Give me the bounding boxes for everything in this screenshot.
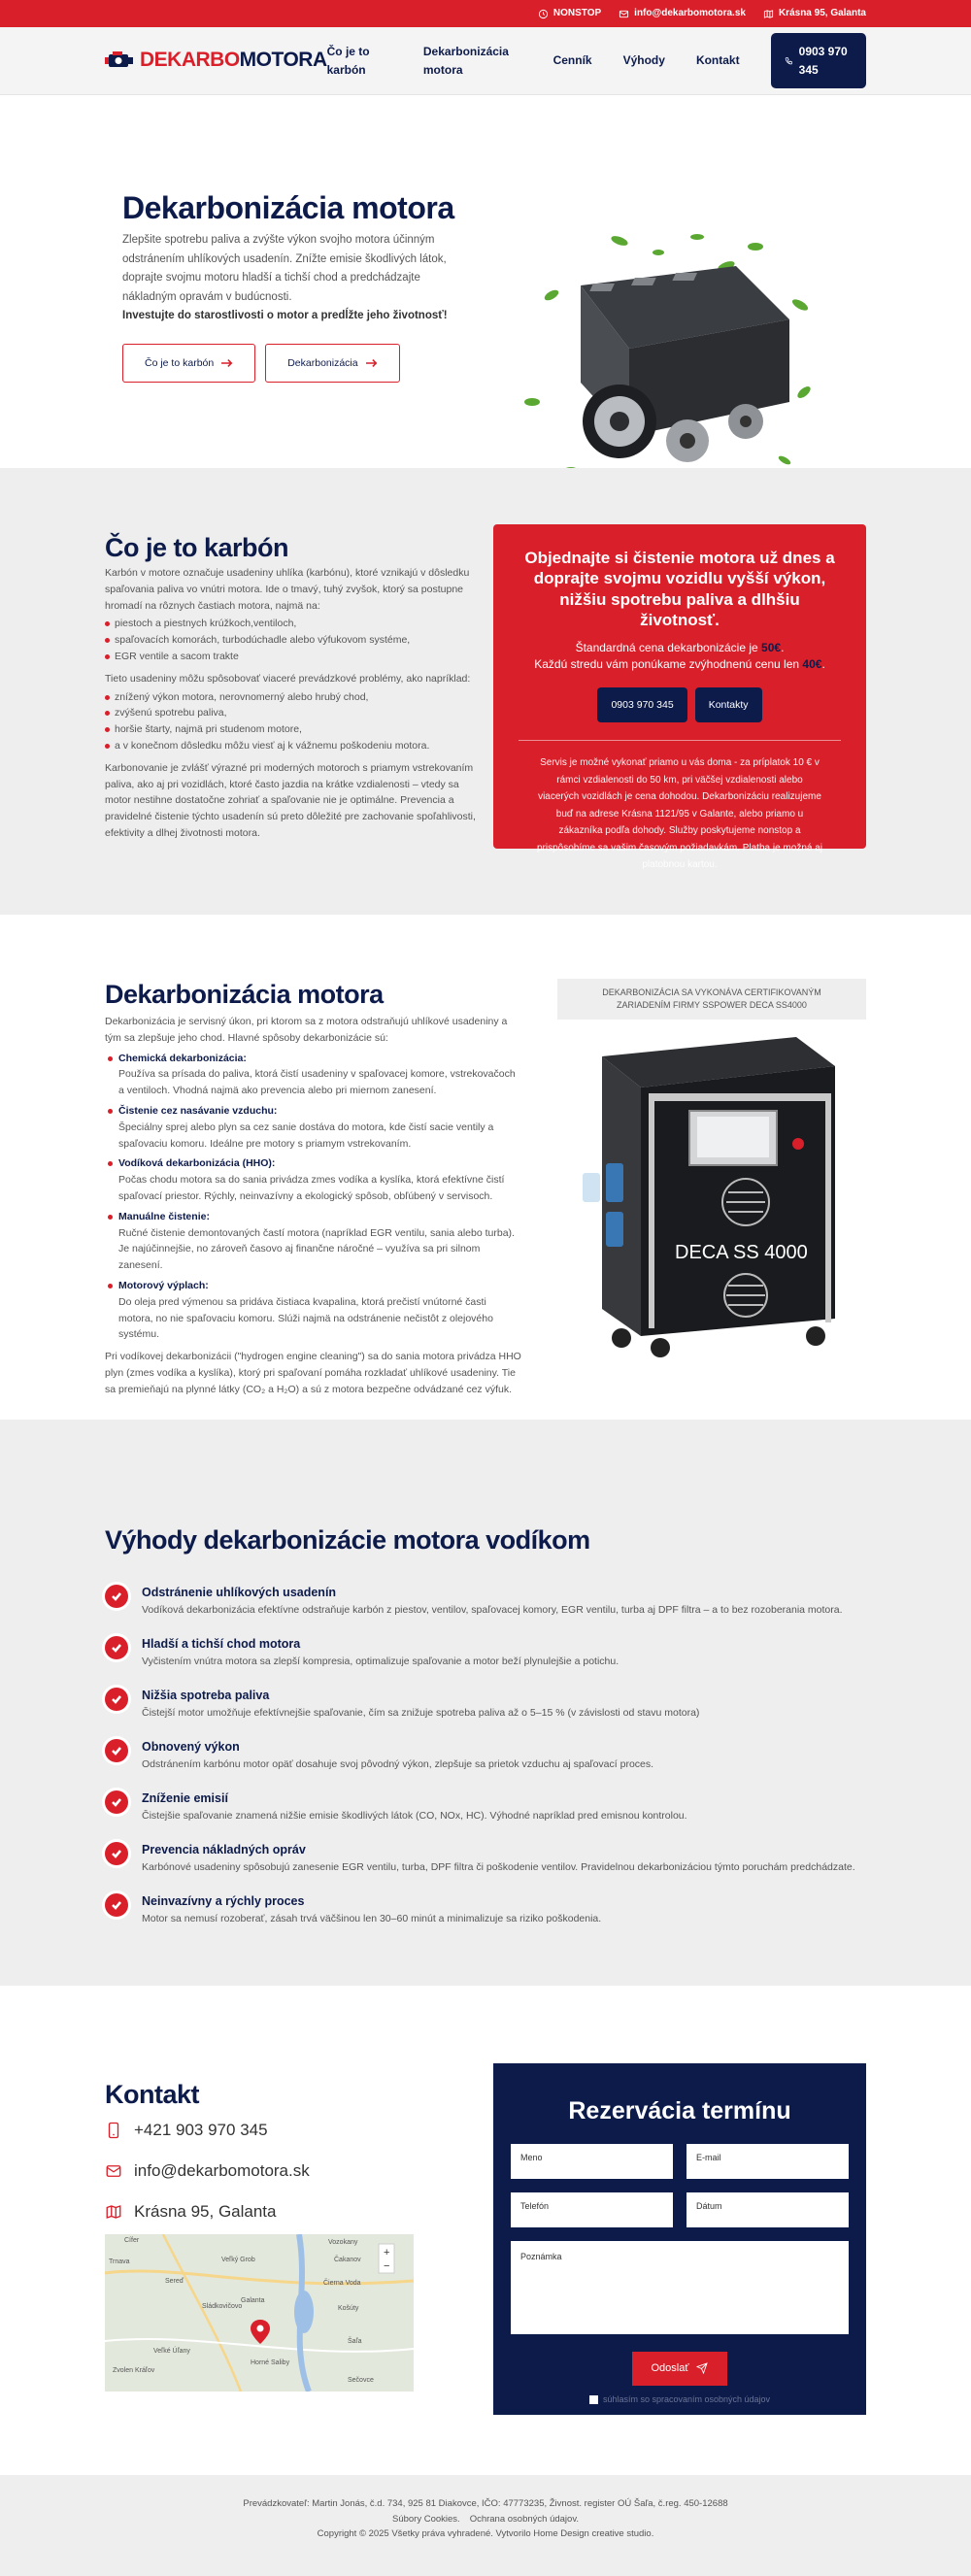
benefit-item xyxy=(105,1842,882,1876)
carbon-p1: Karbón v motore označuje usadeniny uhlíka (karbónu), ktoré vznikajú v dôsledku spaľovania paliva vo vnútri motora. Ide o tmavý, tuhý zvyšok, ktorý sa postupne hromadí na rôznych častiach motora, najmä na: xyxy=(105,567,470,612)
kontakt-address xyxy=(105,2199,276,2225)
logo-text-red: DEKARBO xyxy=(140,49,240,72)
logo[interactable] xyxy=(105,45,327,77)
map-label: Cífer xyxy=(124,2237,140,2244)
deka-text xyxy=(105,1014,522,1398)
offer-title: Objednajte si čistenie motora už dnes a doprajte svojmu vozidlu vyšší výkon, nižšiu spotrebu paliva a dlhšiu životnosť. xyxy=(524,549,835,629)
footer-links xyxy=(0,2512,971,2527)
name-input[interactable]: Meno xyxy=(511,2144,673,2179)
carbon-list-2 xyxy=(105,689,486,754)
benefit-item xyxy=(105,1636,882,1670)
hero-karbon-button[interactable] xyxy=(122,344,255,383)
list-item xyxy=(105,1209,522,1274)
zoom-out-icon[interactable]: − xyxy=(384,2260,390,2272)
map-label: Trnava xyxy=(109,2258,130,2265)
method-title: Manuálne čistenie: xyxy=(118,1210,210,1222)
check-icon xyxy=(105,1790,128,1814)
method-desc: Ručné čistenie demontovaných častí motora (napríklad EGR ventilu, sania alebo turba). Je najúčinnejšie, no zároveň časovo aj finančne náročné – využíva sa pri silnom zanesení. xyxy=(118,1226,515,1272)
map-label: Sládkovičovo xyxy=(202,2303,243,2310)
offer-note: Servis je možné vykonať priamo u vás doma - za príplatok 10 € v rámci vzdialenosti do 50 km, pri väčšej vzdialenosti alebo viacerých vozidlách je cena dohodou. Dekarbonizáciu realizujeme buď na adrese Krásna 1121/95 v Galante, alebo priamo u zákazníka podľa dohody. Služby poskytujeme nonstop a prispôsobíme sa vašim časovým požiadavkám. Platba je možná aj platobnou kartou. xyxy=(536,757,823,871)
hero-dekarbonizacia-label: Dekarbonizácia xyxy=(287,357,358,369)
map-label: Horné Saliby xyxy=(251,2359,290,2366)
method-desc: Používa sa prísada do paliva, ktorá čistí usadeniny v spaľovacej komore, vstrekovačoch a ventiloch. Vhodná najmä ako prevencia alebo pri miernom zanesení. xyxy=(118,1068,516,1097)
benefit-desc: Odstránením karbónu motor opäť dosahuje svoj pôvodný výkon, zlepšuje sa prietok vzduchu aj spaľovací proces. xyxy=(142,1758,654,1771)
carbon-list-1 xyxy=(105,616,486,664)
offer-phone-button[interactable]: 0903 970 345 xyxy=(597,687,686,722)
benefit-title: Neinvazívny a rýchly proces xyxy=(142,1894,305,1908)
kontakt-title: Kontakt xyxy=(105,2080,199,2109)
carbon-text xyxy=(105,565,486,842)
benefit-desc: Čistejší motor umožňuje efektívnejšie spaľovanie, čím sa znižuje spotreba paliva až o 5–15 % (v závislosti od stavu motora) xyxy=(142,1707,700,1720)
hero-buttons xyxy=(122,344,400,383)
check-icon xyxy=(105,1842,128,1865)
offer-contact-button[interactable]: Kontakty xyxy=(695,687,762,722)
nonstop-label: NONSTOP xyxy=(552,8,602,19)
top-bar xyxy=(0,0,971,27)
list-item xyxy=(105,1155,522,1204)
footer-copyright: Copyright © 2025 Všetky práva vyhradené. Vytvorilo Home Design creative studio. xyxy=(317,2528,654,2540)
arrow-right-icon xyxy=(366,358,378,368)
list-item: piestoch a piestnych krúžkoch,ventiloch, xyxy=(105,616,486,632)
check-icon xyxy=(105,1636,128,1659)
machine-label: DECA SS 4000 xyxy=(675,1242,808,1263)
header-phone-button[interactable] xyxy=(771,33,866,88)
list-item: znížený výkon motora, nerovnomerný alebo hrubý chod, xyxy=(105,689,486,706)
topbar-address xyxy=(763,6,866,21)
benefit-title: Nižšia spotreba paliva xyxy=(142,1689,270,1702)
list-item xyxy=(105,1103,522,1152)
deka-intro: Dekarbonizácia je servisný úkon, pri ktorom sa z motora odstraňujú uhlíkové usadeniny a tým sa zlepšuje jeho chod. Hlavné spôsoby dekarbonizácie sú: xyxy=(105,1016,508,1044)
mail-icon xyxy=(619,9,629,19)
method-title: Čistenie cez nasávanie vzduchu: xyxy=(118,1104,278,1117)
benefit-title: Obnovený výkon xyxy=(142,1740,240,1754)
benefit-item xyxy=(105,1790,882,1824)
benefit-title: Odstránenie uhlíkových usadenín xyxy=(142,1586,337,1599)
cookies-link[interactable]: Súbory Cookies. xyxy=(391,2513,460,2525)
vyhody-title: Výhody dekarbonizácie motora vodíkom xyxy=(105,1525,590,1555)
map-label: Veľký Grob xyxy=(221,2257,255,2263)
date-input[interactable]: Dátum xyxy=(686,2192,849,2227)
benefit-item xyxy=(105,1585,882,1619)
topbar-address-text: Krásna 95, Galanta xyxy=(778,8,866,19)
map-icon xyxy=(105,2203,122,2221)
method-title: Chemická dekarbonizácia: xyxy=(118,1052,247,1064)
check-icon xyxy=(105,1893,128,1917)
nav-item-vyhody[interactable]: Výhody xyxy=(622,53,665,68)
map-label: Košúty xyxy=(338,2305,359,2312)
mail-icon xyxy=(105,2162,122,2180)
benefit-desc: Karbónové usadeniny spôsobujú zanesenie EGR ventilu, turba, DPF filtra či poškodenie ventilov. Pravidelnou dekarbonizáciou týmto poruchám predchádzate. xyxy=(142,1861,855,1874)
benefit-desc: Motor sa nemusí rozoberať, zásah trvá väčšinou len 30–60 minút a minimalizuje sa riziko poškodenia. xyxy=(142,1913,602,1925)
list-item xyxy=(105,1278,522,1343)
method-title: Vodíková dekarbonizácia (HHO): xyxy=(118,1157,276,1170)
method-desc: Do oleja pred výmenou sa pridáva čistiaca kvapalina, ktorá prečistí vnútorné časti motora, no nie spaľovaciu komoru. Slúži najmä na odstránenie nečistôt z olejového systému. xyxy=(118,1295,493,1341)
kontakt-address-text: Krásna 95, Galanta xyxy=(134,2202,277,2221)
benefit-title: Hladší a tichší chod motora xyxy=(142,1637,301,1651)
hero-text xyxy=(122,231,472,326)
map-label: Šaľa xyxy=(348,2338,362,2345)
benefit-desc: Čistejšie spaľovanie znamená nižšie emisie škodlivých látok (CO, NOx, HC). Výhodné napríklad pred emisnou kontrolou. xyxy=(142,1810,687,1823)
list-item xyxy=(105,1051,522,1099)
map-label: Sereď xyxy=(165,2278,184,2285)
topbar-email-text[interactable]: info@dekarbomotora.sk xyxy=(634,8,746,19)
nav-item-karbon[interactable]: Čo je to karbón xyxy=(326,44,370,77)
offer-wed-text: Každú stredu vám ponúkame zvýhodnenú cenu len xyxy=(534,657,800,672)
submit-button[interactable] xyxy=(632,2352,727,2386)
list-item: spaľovacích komorách, turbodúchadle alebo výfukovom systéme, xyxy=(105,632,486,649)
site-footer xyxy=(0,2475,971,2576)
kontakt-section xyxy=(0,1986,971,2475)
reservation-form xyxy=(493,2063,866,2415)
kontakt-email-text[interactable]: info@dekarbomotora.sk xyxy=(134,2161,310,2180)
check-icon xyxy=(105,1688,128,1711)
vyhody-section xyxy=(0,1420,971,1986)
benefit-title: Prevencia nákladných opráv xyxy=(142,1843,306,1857)
clock-icon xyxy=(538,9,549,19)
send-icon xyxy=(696,2362,708,2374)
phone-icon xyxy=(105,2122,122,2139)
benefit-desc: Vyčistením vnútra motora sa zlepší kompresia, optimalizuje spaľovanie a motor beží plynulejšie a potichu. xyxy=(142,1656,619,1668)
hero-section xyxy=(0,95,971,468)
header-phone-label: 0903 970 345 xyxy=(798,44,848,77)
kontakt-phone[interactable] xyxy=(105,2118,268,2143)
nonstop-info xyxy=(538,6,601,21)
deka-methods xyxy=(105,1051,522,1344)
engine-logo-icon xyxy=(105,50,134,71)
privacy-link[interactable]: Ochrana osobných údajov. xyxy=(469,2513,579,2525)
topbar-email[interactable] xyxy=(619,6,746,21)
kontakt-email[interactable] xyxy=(105,2158,310,2184)
map-icon xyxy=(763,9,774,19)
deca-machine-image xyxy=(573,1027,854,1357)
hero-dekarbonizacia-button[interactable] xyxy=(265,344,399,383)
submit-label: Odoslať xyxy=(651,2361,689,2374)
arrow-right-icon xyxy=(221,358,233,368)
map-label: Veľké Úľany xyxy=(153,2348,190,2355)
deka-title: Dekarbonizácia motora xyxy=(105,980,384,1009)
location-map[interactable] xyxy=(105,2234,414,2392)
list-item: EGR ventile a sacom trakte xyxy=(105,649,486,665)
consent-row[interactable] xyxy=(511,2393,849,2407)
map-label: Čierna Voda xyxy=(323,2280,361,2287)
list-item: a v konečnom dôsledku môžu viesť aj k vážnemu poškodeniu motora. xyxy=(105,738,486,754)
map-label: Galanta xyxy=(241,2297,265,2304)
hero-text-body: Zlepšite spotrebu paliva a zvýšte výkon svojho motora účinným odstránením uhlíkových usadenín. Znížte emisie škodlivých látok, doprajte svojmu motoru hladší a tichší chod a predchádzajte nákladným opravám v budúcnosti. xyxy=(122,234,447,303)
offer-box xyxy=(493,524,866,871)
carbon-p2: Tieto usadeniny môžu spôsobovať viaceré prevádzkové problémy, ako napríklad: xyxy=(105,672,471,685)
benefit-item xyxy=(105,1688,882,1722)
method-desc: Počas chodu motora sa do sania privádza zmes vodíka a kyslíka, ktorá efektívne čistí spaľovací priestor. Rýchly, neinvazívny a ekologický spôsob, obľúbený v servisoch. xyxy=(118,1174,505,1202)
logo-text-navy: MOTORA xyxy=(239,49,327,72)
map-label: Čakanov xyxy=(334,2257,361,2263)
hero-title: Dekarbonizácia motora xyxy=(122,190,454,225)
carbon-p3: Karbonovanie je zvlášť výrazné pri moderných motoroch s priamym vstrekovaním paliva, ako aj pri vozidlách, ktoré často jazdia na krátke vzdialenosti – vtedy sa motor nestihne dostatočne zohriať a spaľovanie nie je optimálne. Prevencia a pravidelné čistenie týchto usadenín sú preto dôležité pre zachovanie spoľahlivosti, efektivity a dlhej životnosti motora. xyxy=(105,761,476,839)
footer-operator: Prevádzkovateľ: Martin Jonás, č.d. 734, 925 81 Diakovce, IČO: 47773235, Živnost. register OÚ Šaľa, č.reg. 450-12688 xyxy=(243,2498,728,2509)
consent-label: súhlasím so spracovaním osobných údajov xyxy=(602,2393,771,2404)
carbon-section xyxy=(0,468,971,915)
nav-item-dekarbonizacia[interactable]: Dekarbonizácia motora xyxy=(422,44,509,77)
offer-divider xyxy=(519,740,841,741)
nav-item-cennik[interactable]: Cenník xyxy=(552,53,592,68)
machine-caption: DEKARBONIZÁCIA SA VYKONÁVA CERTIFIKOVANÝM ZARIADENÍM FIRMY SSPOWER DECA SS4000 xyxy=(557,979,866,1020)
benefit-title: Zníženie emisií xyxy=(142,1791,228,1805)
list-item: zvýšenú spotrebu paliva, xyxy=(105,705,486,721)
offer-std-text: Štandardná cena dekarbonizácie je xyxy=(575,641,758,654)
offer-price-wed: 40€ xyxy=(802,657,822,672)
benefit-item xyxy=(105,1739,882,1773)
check-icon xyxy=(105,1585,128,1608)
phone-icon xyxy=(785,55,793,67)
map-label: Zvolen Kráľov xyxy=(113,2367,155,2374)
offer-prices: Štandardná cena dekarbonizácie je 50€. Každú stredu vám ponúkame zvýhodnenú cenu len 40€. xyxy=(534,641,825,672)
benefit-desc: Vodíková dekarbonizácia efektívne odstraňuje karbón z piestov, ventilov, spaľovacej komory, EGR ventilu, turba aj DPF filtra – a to bez rozoberania motora. xyxy=(142,1604,843,1617)
benefit-item xyxy=(105,1893,882,1927)
note-textarea[interactable]: Poznámka xyxy=(511,2241,849,2334)
phone-input[interactable]: Telefón xyxy=(511,2192,673,2227)
dekarbonizacia-section xyxy=(0,915,971,1420)
check-icon xyxy=(105,1739,128,1762)
nav-item-kontakt[interactable]: Kontakt xyxy=(695,53,740,68)
hero-karbon-label: Čo je to karbón xyxy=(145,357,215,369)
carbon-title: Čo je to karbón xyxy=(105,533,289,562)
deka-outro: Pri vodíkovej dekarbonizácii ("hydrogen engine cleaning") sa do sania motora privádza HHO plyn (zmes vodíka a kyslíka), ktorý pri spaľovaní pomáha rozkladať uhlíkové usadeniny. Tie sa premieňajú na plynné látky (CO₂ a H₂O) a sú z motora bezpečne odvádzané cez výfuk. xyxy=(105,1351,521,1395)
kontakt-phone-text[interactable]: +421 903 970 345 xyxy=(134,2121,268,2139)
main-nav xyxy=(327,33,866,88)
offer-buttons xyxy=(519,687,841,722)
zoom-in-icon[interactable]: + xyxy=(384,2247,390,2258)
offer-price-std: 50€ xyxy=(761,641,782,654)
method-desc: Špeciálny sprej alebo plyn sa cez sanie dostáva do motora, kde čistí sacie ventily a spaľovaciu komoru. Ideálne pre motory s priamym vstrekovaním. xyxy=(118,1121,494,1150)
map-label: Sečovce xyxy=(348,2377,374,2384)
email-input[interactable]: E-mail xyxy=(686,2144,849,2179)
site-header xyxy=(0,27,971,95)
method-title: Motorový výplach: xyxy=(118,1279,209,1291)
hero-text-bold: Investujte do starostlivosti o motor a predĺžte jeho životnosť! xyxy=(122,310,448,322)
consent-checkbox[interactable] xyxy=(589,2395,598,2404)
form-title: Rezervácia termínu xyxy=(568,2097,791,2124)
list-item: horšie štarty, najmä pri studenom motore, xyxy=(105,721,486,738)
map-label: Vozokany xyxy=(328,2239,358,2246)
